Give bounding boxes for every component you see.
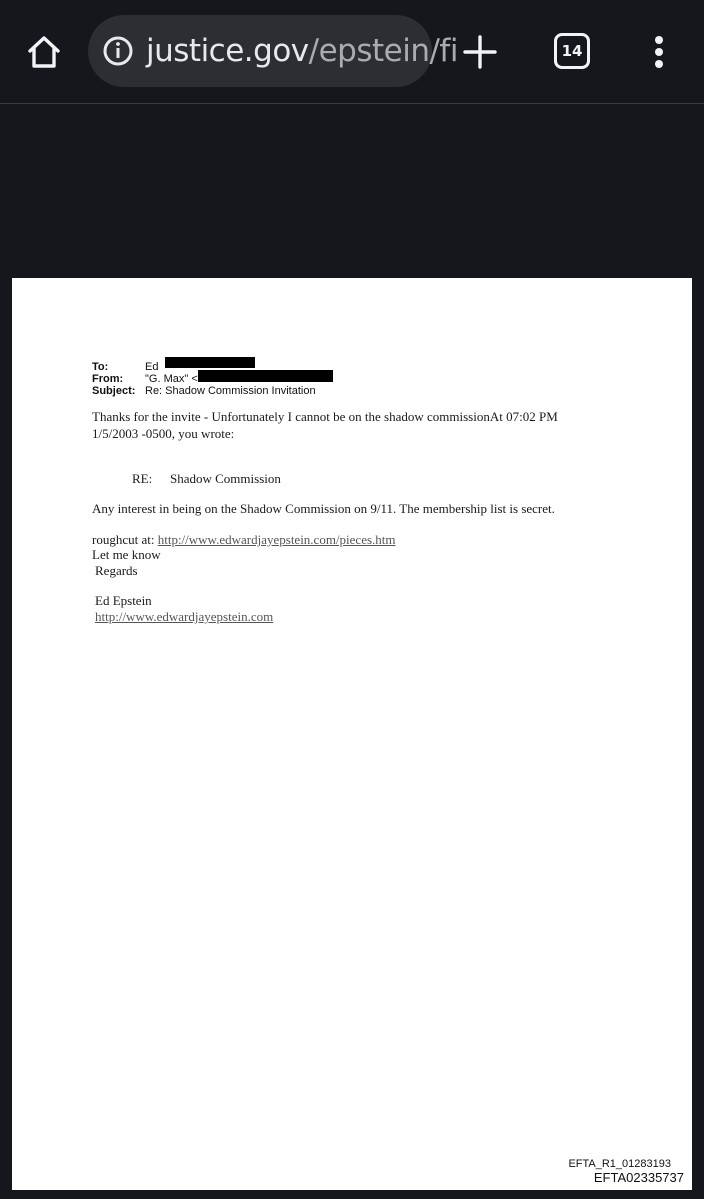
re-label: RE:	[132, 471, 153, 486]
url-text[interactable]	[146, 29, 458, 73]
subject-value: Re: Shadow Commission Invitation	[145, 385, 316, 397]
roughcut-link[interactable]: http://www.edwardjayepstein.com/pieces.htm	[157, 532, 396, 547]
info-icon[interactable]	[102, 35, 134, 67]
signature-name: Ed Epstein	[95, 593, 152, 608]
roughcut-label: roughcut at:	[92, 532, 155, 547]
to-label: To:	[92, 361, 109, 373]
signature-link[interactable]	[95, 609, 273, 625]
to-value: Ed	[145, 361, 159, 373]
url-host: justice.gov	[146, 33, 309, 69]
plus-icon	[456, 28, 504, 76]
browser-toolbar	[0, 0, 704, 104]
from-value: "G. Max" <	[145, 373, 198, 385]
redaction-bar	[165, 357, 255, 368]
tab-count: 14	[561, 42, 583, 60]
tab-switcher-button[interactable]	[554, 33, 590, 69]
reply-line-1: Thanks for the invite - Unfortunately I cannot be on the shadow commissionAt 07:02 PM	[92, 409, 558, 424]
interest-line: Any interest in being on the Shadow Commission on 9/11. The membership list is secret.	[92, 501, 555, 516]
re-value: Shadow Commission	[170, 471, 281, 486]
let-me-know: Let me know	[92, 547, 161, 562]
document-page	[12, 278, 692, 1190]
more-vert-icon	[640, 28, 680, 76]
home-icon	[26, 34, 62, 70]
overflow-menu-button[interactable]	[640, 28, 680, 76]
redaction-bar	[198, 370, 333, 382]
from-label: From:	[92, 373, 124, 385]
footer-id-2: EFTA02335737	[593, 1170, 684, 1185]
url-path: /epstein/fi	[308, 33, 458, 69]
home-button[interactable]	[20, 28, 68, 76]
signature-url[interactable]: http://www.edwardjayepstein.com	[95, 609, 274, 624]
footer-id-1: EFTA_R1_01283193	[568, 1158, 671, 1170]
regards: Regards	[95, 563, 138, 578]
subject-label: Subject:	[92, 385, 136, 397]
reply-line-2: 1/5/2003 -0500, you wrote:	[92, 426, 235, 441]
address-bar[interactable]	[88, 15, 458, 87]
roughcut-line	[92, 532, 396, 548]
new-tab-button[interactable]	[456, 28, 504, 76]
